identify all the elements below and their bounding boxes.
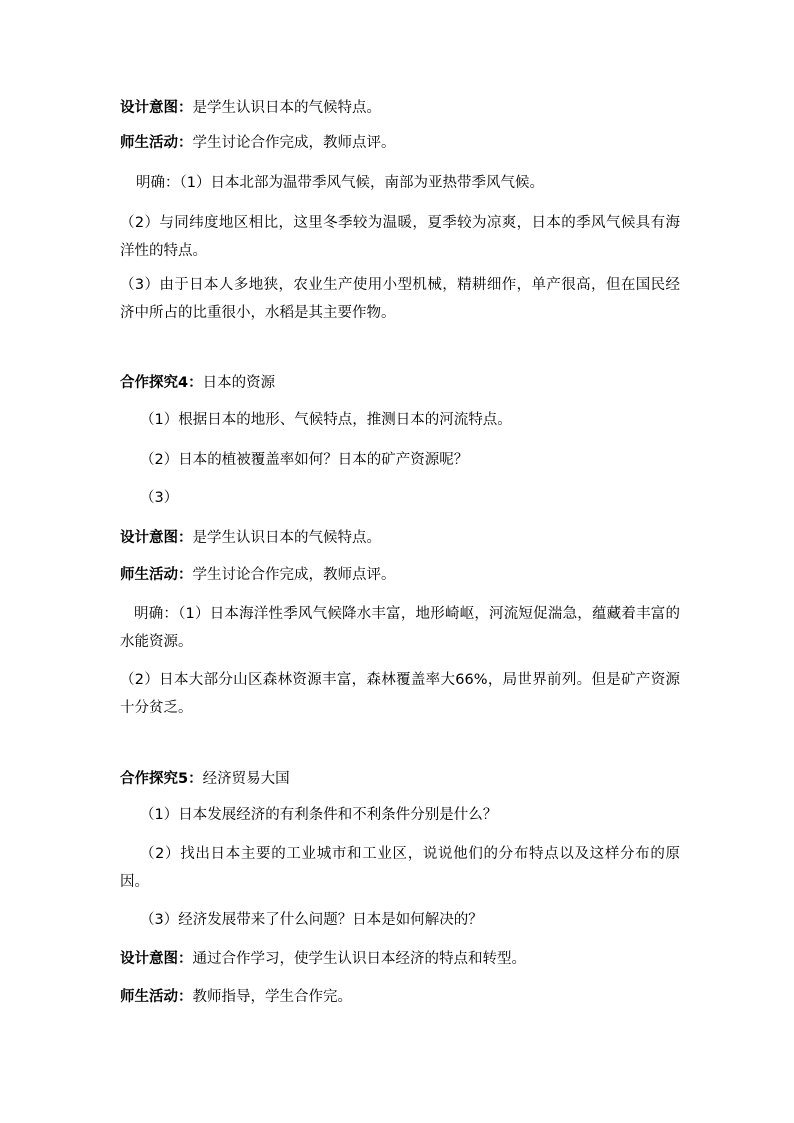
design-intent-3 — [120, 945, 680, 973]
answer-1 — [136, 169, 696, 197]
question-1 — [140, 406, 700, 434]
question-text: （1）根据日本的地形、气候特点，推测日本的河流特点。 — [140, 412, 512, 428]
answer-text: （3）由于日本人多地狭，农业生产使用小型机械，精耕细作，单产很高，但在国民经济中所占的比重很小，水稻是其主要作物。 — [120, 277, 680, 321]
activity-text: 学生讨论合作完成，教师点评。 — [192, 135, 396, 151]
inquiry-title: 日本的资源 — [202, 375, 276, 391]
inquiry-title: 经济贸易大国 — [202, 771, 290, 787]
design-intent-text: 是学生认识日本的气候特点。 — [192, 530, 381, 546]
activity-label: 师生活动： — [120, 567, 193, 583]
answer-2 — [120, 209, 680, 265]
inquiry-4-heading — [120, 369, 680, 397]
answer-5 — [120, 666, 680, 722]
question-text: （3） — [140, 490, 179, 506]
activity-label: 师生活动： — [120, 135, 193, 151]
design-intent-text: 是学生认识日本的气候特点。 — [192, 100, 381, 116]
answer-text: （2）日本大部分山区森林资源丰富，森林覆盖率大66%，局世界前列。但是矿产资源十分贫乏。 — [120, 672, 680, 716]
answer-text: 明确：（1）日本北部为温带季风气候，南部为亚热带季风气候。 — [136, 175, 544, 191]
inquiry-label: 合作探究4： — [120, 375, 203, 391]
design-intent-label: 设计意图： — [120, 951, 193, 967]
activity-3 — [120, 983, 680, 1011]
design-intent-text: 通过合作学习，使学生认识日本经济的特点和转型。 — [192, 951, 526, 967]
question-text: （1）日本发展经济的有利条件和不利条件分别是什么？ — [140, 807, 498, 823]
question-text: （2）找出日本主要的工业城市和工业区，说说他们的分布特点以及这样分布的原因。 — [120, 846, 680, 890]
question-3 — [140, 484, 700, 512]
activity-label: 师生活动： — [120, 989, 193, 1005]
question-text: （3）经济发展带来了什么问题？日本是如何解决的？ — [140, 912, 483, 928]
design-intent-label: 设计意图： — [120, 100, 193, 116]
design-intent-2 — [120, 524, 680, 552]
activity-1 — [120, 129, 680, 157]
design-intent-label: 设计意图： — [120, 530, 193, 546]
answer-text: （2）与同纬度地区相比，这里冬季较为温暖，夏季较为凉爽，日本的季风气候具有海洋性的特点。 — [120, 215, 680, 259]
design-intent-1 — [120, 94, 680, 122]
inquiry-5-heading — [120, 765, 680, 793]
answer-text: 明确：（1）日本海洋性季风气候降水丰富，地形崎岖，河流短促湍急，蕴藏着丰富的水能资源。 — [120, 606, 680, 650]
activity-2 — [120, 561, 680, 589]
question-4 — [140, 801, 700, 829]
question-text: （2）日本的植被覆盖率如何？日本的矿产资源呢？ — [140, 452, 469, 468]
question-2 — [140, 446, 700, 474]
activity-text: 学生讨论合作完成，教师点评。 — [192, 567, 396, 583]
question-5 — [120, 840, 680, 896]
answer-4 — [120, 600, 680, 656]
inquiry-label: 合作探究5： — [120, 771, 203, 787]
question-6 — [140, 906, 700, 934]
activity-text: 教师指导，学生合作完。 — [192, 989, 352, 1005]
answer-3 — [120, 271, 680, 327]
